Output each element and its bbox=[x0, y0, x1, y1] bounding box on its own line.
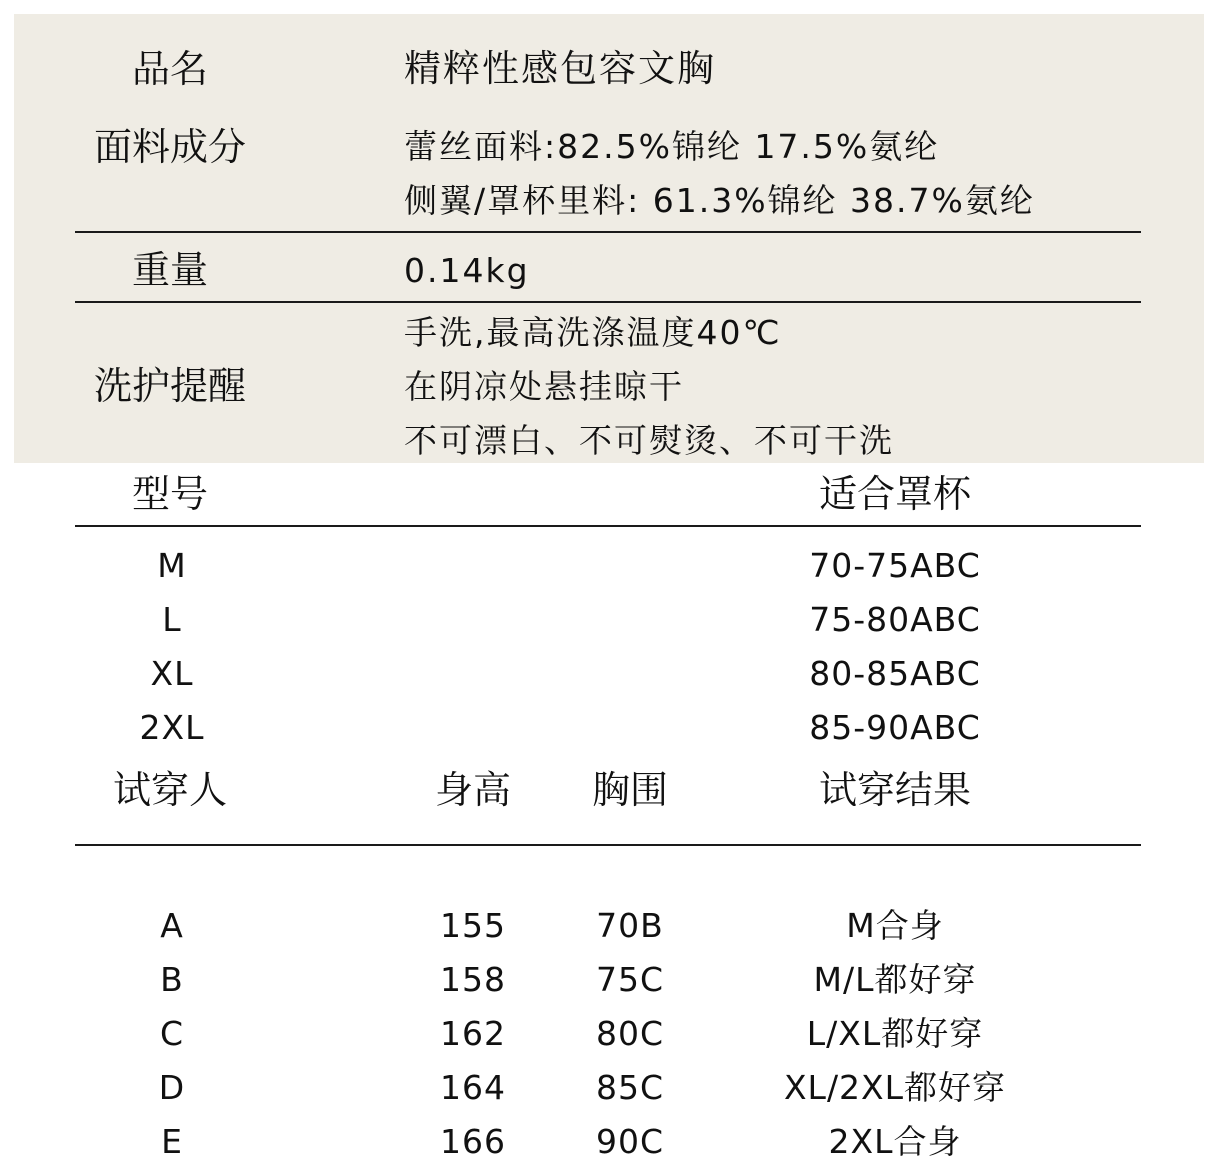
bust-cell: 85C bbox=[595, 1068, 665, 1107]
bust-cell: 80C bbox=[595, 1014, 665, 1053]
tester-header: 试穿人 bbox=[112, 768, 228, 812]
divider bbox=[75, 525, 1141, 527]
fabric-line-1: 蕾丝面料:82.5%锦纶 17.5%氨纶 bbox=[404, 127, 940, 166]
bust-cell: 75C bbox=[595, 960, 665, 999]
divider bbox=[75, 231, 1141, 233]
height-cell: 164 bbox=[440, 1068, 506, 1107]
bust-header: 胸围 bbox=[591, 768, 669, 812]
divider bbox=[75, 301, 1141, 303]
weight-label: 重量 bbox=[131, 248, 209, 292]
tester-cell: E bbox=[161, 1122, 183, 1161]
care-label: 洗护提醒 bbox=[93, 364, 247, 408]
bust-cell: 90C bbox=[595, 1122, 665, 1161]
tester-cell: B bbox=[160, 960, 184, 999]
tester-cell: C bbox=[159, 1014, 185, 1053]
weight-value: 0.14kg bbox=[404, 251, 530, 290]
product-name-label: 品名 bbox=[131, 47, 209, 91]
height-cell: 162 bbox=[440, 1014, 506, 1053]
tester-cell: A bbox=[160, 906, 184, 945]
size-cell: M bbox=[157, 546, 187, 585]
height-cell: 166 bbox=[440, 1122, 506, 1161]
care-line-3: 不可漂白、不可熨烫、不可干洗 bbox=[404, 421, 894, 460]
result-header: 试穿结果 bbox=[818, 768, 972, 812]
cup-header: 适合罩杯 bbox=[818, 472, 972, 516]
result-cell: M/L都好穿 bbox=[813, 960, 977, 999]
tester-cell: D bbox=[158, 1068, 186, 1107]
bust-cell: 70B bbox=[596, 906, 664, 945]
cup-cell: 85-90ABC bbox=[809, 708, 981, 747]
result-cell: 2XL合身 bbox=[828, 1122, 962, 1161]
size-cell: XL bbox=[150, 654, 194, 693]
height-header: 身高 bbox=[434, 768, 512, 812]
product-name-value: 精粹性感包容文胸 bbox=[404, 47, 716, 90]
fabric-line-2: 侧翼/罩杯里料: 61.3%锦纶 38.7%氨纶 bbox=[404, 181, 1035, 220]
size-header: 型号 bbox=[131, 472, 209, 516]
fabric-label: 面料成分 bbox=[93, 125, 247, 169]
size-cell: L bbox=[162, 600, 182, 639]
divider bbox=[75, 844, 1141, 846]
care-line-1: 手洗,最高洗涤温度40℃ bbox=[404, 313, 782, 352]
result-cell: XL/2XL都好穿 bbox=[783, 1068, 1007, 1107]
height-cell: 158 bbox=[440, 960, 506, 999]
cup-cell: 70-75ABC bbox=[809, 546, 981, 585]
result-cell: M合身 bbox=[846, 906, 944, 945]
cup-cell: 75-80ABC bbox=[809, 600, 981, 639]
result-cell: L/XL都好穿 bbox=[806, 1014, 984, 1053]
cup-cell: 80-85ABC bbox=[809, 654, 981, 693]
size-cell: 2XL bbox=[139, 708, 205, 747]
care-line-2: 在阴凉处悬挂晾干 bbox=[404, 367, 684, 406]
height-cell: 155 bbox=[440, 906, 506, 945]
